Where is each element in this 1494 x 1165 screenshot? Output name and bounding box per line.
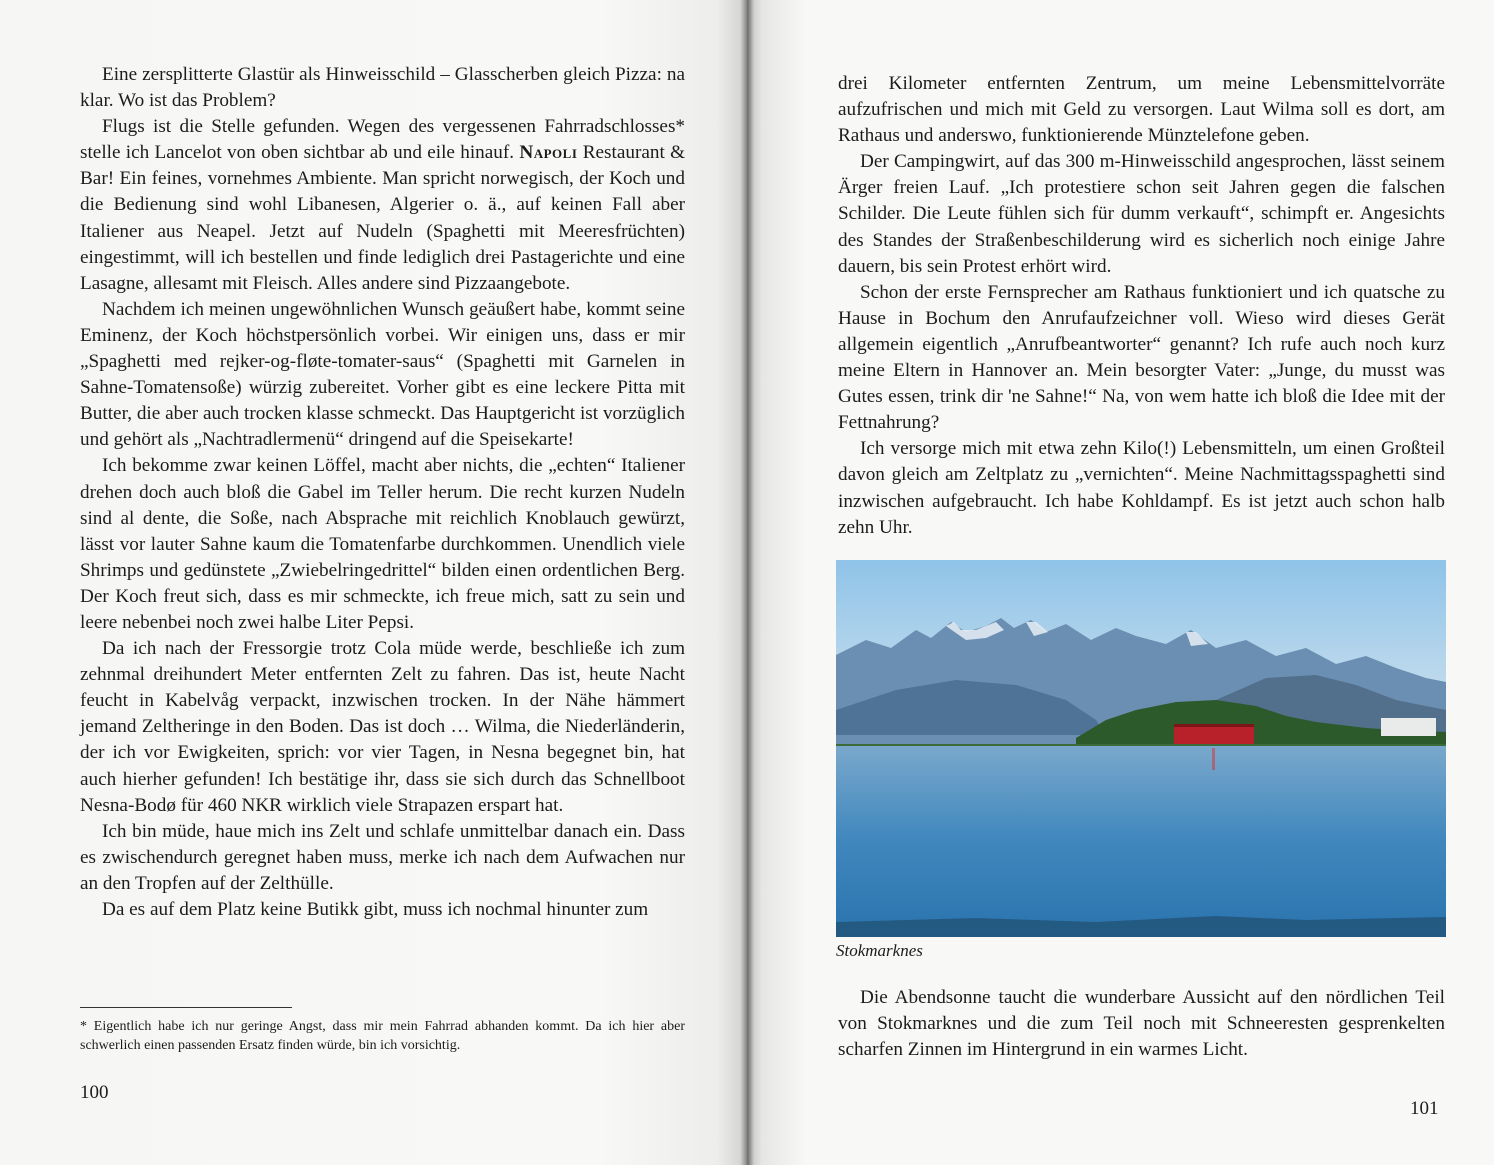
right-page-body xyxy=(838,71,1445,541)
paragraph: drei Kilometer entfernten Zentrum, um meine Lebensmittelvorräte aufzufrischen und mich mit Geld zu versorgen. Laut Wilma soll es dort, am Rathaus und anderswo, funktionierende Münztelefone geben. xyxy=(838,73,1445,147)
left-page-body xyxy=(80,62,685,923)
red-building-roof xyxy=(1174,724,1254,727)
water xyxy=(836,746,1446,937)
stokmarknes-photo xyxy=(836,560,1446,937)
page-number-left: 100 xyxy=(80,1082,109,1103)
red-building xyxy=(1174,726,1254,744)
paragraph: Ich bekomme zwar keinen Löffel, macht aber nichts, die „echten“ Italiener drehen doch auch bloß die Gabel im Teller herum. Die recht kurzen Nudeln sind al dente, die Soße, nach Absprache mit reichlich Knoblauch gewürzt, lässt vor lauter Sahne kaum die Tomatenfarbe durchkommen. Unendlich viele Shrimps und gedünstete „Zwiebelringedrittel“ bilden einen ordentlichen Berg. Der Koch freut sich, dass es mir schmeckte, ich freue mich, satt zu sein und leere nebenbei noch zwei halbe Liter Pepsi. xyxy=(80,455,685,633)
footnote: * Eigentlich habe ich nur geringe Angst, dass mir mein Fahrrad abhanden kommt. Da ich hier aber schwerlich einen passenden Ersatz finden würde, bin ich vorsichtig. xyxy=(80,1019,685,1053)
paragraph: Eine zersplitterte Glastür als Hinweisschild – Glasscherben gleich Pizza: na klar. Wo ist das Problem? xyxy=(80,64,685,112)
paragraph-text: Flugs ist die Stelle gefunden. Wegen des vergessenen Fahrradschlosses* stelle ich Lancelot von oben sichtbar ab und eile hinauf. xyxy=(80,116,685,164)
restaurant-name: Napoli xyxy=(519,142,578,164)
paragraph: Da ich nach der Fressorgie trotz Cola müde werde, beschließe ich zum zehnmal dreihundert Meter entfernten Zelt zu fahren. Das ist, heute Nacht feucht in Kabelvåg verpackt, inzwischen trocken. In der Nähe hämmert jemand Zeltheringe in den Boden. Das ist doch … Wilma, die Niederländerin, der ich vor Ewigkeiten, sprich: vor vier Tagen, in Nesna begegnet bin, hat auch hierher gefunden! Ich bestätige ihr, dass sie sich durch das Schnellboot Nesna-Bodø für 460 NKR wirklich viele Strapazen erspart hat. xyxy=(80,638,685,816)
paragraph: Ich bin müde, haue mich ins Zelt und schlafe unmittelbar danach ein. Dass es zwischendurch geregnet haben muss, merke ich nach dem Aufwachen nur an den Tropfen auf der Zelthülle. xyxy=(80,820,685,894)
paragraph: Nachdem ich meinen ungewöhnlichen Wunsch geäußert habe, kommt seine Eminenz, der Koch höchstpersönlich vorbei. Wir einigen uns, dass er mir „Spaghetti med rejker-og-fløte-tomater-saus“ (Spaghetti mit Garnelen in Sahne-Tomatensoße) würzig zubereitet. Vorher gibt es eine leckere Pitta mit Butter, die aber auch trocken klasse schmeckt. Das Hauptgericht ist vorzüglich und gehört als „Nachtradlermenü“ dringend auf die Speisekarte! xyxy=(80,298,685,451)
footnote-rule xyxy=(80,1007,292,1008)
paragraph: Schon der erste Fernsprecher am Rathaus funktioniert und ich quatsche zu Hause in Bochum den Anrufaufzeichner voll. Wieso wird dieses Gerät allgemein eigentlich „Anrufbeantworter“ genannt? Ich rufe auch noch kurz meine Eltern in Hannover an. Mein besorgter Vater: „Junge, du musst was Gutes essen, trink dir 'ne Sahne!“ Na, von wem hatte ich bloß die Idee mit der Fettnahrung? xyxy=(838,281,1445,434)
closing-paragraph-block xyxy=(838,985,1445,1063)
paragraph-text: Restaurant & Bar! Ein feines, vornehmes Ambiente. Man spricht norwegisch, der Koch und die Bedienung sind wohl Libanesen, Algerier o. ä., auf keinen Fall aber Italiener aus Neapel. Jetzt auf Nudeln (Spaghetti mit Meeresfrüchten) eingestimmt, will ich bestellen und finde lediglich drei Pastagerichte und eine Lasagne, allesamt mit Fleisch. Alles andere sind Pizzaangebote. xyxy=(80,142,686,294)
paragraph: Die Abendsonne taucht die wunderbare Aussicht auf den nördlichen Teil von Stokmarknes und die zum Teil noch mit Schneeresten gesprenkelten scharfen Zinnen im Hintergrund in ein warmes Licht. xyxy=(838,987,1445,1061)
paragraph: Da es auf dem Platz keine Butikk gibt, muss ich nochmal hinunter zum xyxy=(102,899,649,920)
book-gutter xyxy=(740,0,754,1165)
paragraph: Ich versorge mich mit etwa zehn Kilo(!) Lebensmitteln, um einen Großteil davon gleich am Zeltplatz zu „vernichten“. Meine Nachmittagsspaghetti sind inzwischen aufgebraucht. Ich habe Kohldampf. Es ist jetzt auch schon halb zehn Uhr. xyxy=(838,438,1445,538)
paragraph-napoli xyxy=(80,114,685,297)
photo-caption: Stokmarknes xyxy=(836,941,923,960)
page-number-right: 101 xyxy=(1410,1098,1439,1119)
reflection xyxy=(1212,748,1215,770)
paragraph: Der Campingwirt, auf das 300 m-Hinweisschild angesprochen, lässt seinem Ärger freien Lauf. „Ich protestiere schon seit Jahren gegen die falschen Schilder. Die Leute fühlen sich für dumm verkauft“, schimpft er. Angesichts des Standes der Straßenbeschilderung wird es sicherlich noch einige Jahre dauern, bis sein Protest erhört wird. xyxy=(838,151,1445,277)
white-building xyxy=(1381,718,1436,736)
